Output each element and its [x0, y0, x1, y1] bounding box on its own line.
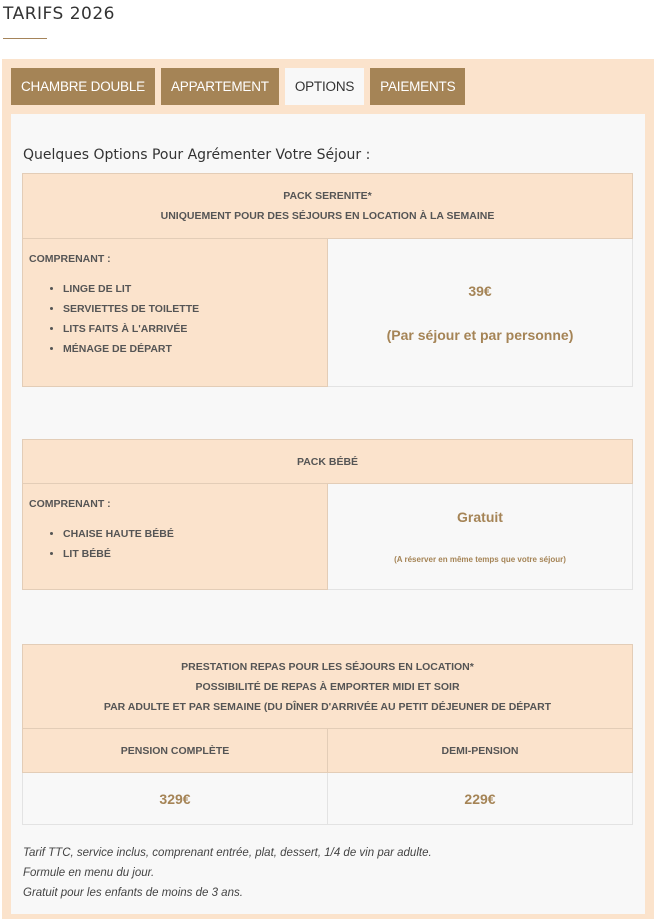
footnotes	[23, 843, 432, 903]
pack-serenite-includes	[23, 239, 328, 387]
pack-serenite-subtitle: UNIQUEMENT POUR DES SÉJOURS EN LOCATION À LA SEMAINE	[160, 210, 495, 222]
list-item: • LINGE DE LIT	[63, 279, 321, 299]
pack-bebe-table	[22, 439, 633, 590]
column-header-demi-pension: DEMI-PENSION	[328, 729, 633, 773]
pack-serenite-header	[23, 174, 633, 239]
repas-header-line: PAR ADULTE ET PAR SEMAINE (DU DÎNER D'ARRIVÉE AU PETIT DÉJEUNER DE DÉPART	[103, 700, 552, 713]
footnote: Formule en menu du jour.	[23, 867, 155, 879]
pack-serenite-price-note: (Par séjour et par personne)	[386, 326, 574, 343]
pack-bebe-price-cell	[328, 484, 633, 590]
pack-serenite-table	[22, 173, 633, 387]
includes-label: COMPRENANT :	[29, 253, 111, 265]
pack-serenite-price-cell	[328, 239, 633, 387]
repas-table	[22, 644, 633, 825]
tab-paiements[interactable]: PAIEMENTS	[370, 68, 465, 105]
pack-bebe-header: PACK BÉBÉ	[23, 440, 633, 484]
pack-serenite-price: 39€	[468, 282, 492, 299]
list-item: • LIT BÉBÉ	[63, 544, 321, 564]
includes-list	[29, 279, 321, 359]
list-item: • LITS FAITS À L'ARRIVÉE	[63, 319, 321, 339]
tab-appartement[interactable]: APPARTEMENT	[161, 68, 279, 105]
footnote: Gratuit pour les enfants de moins de 3 ans.	[23, 887, 243, 899]
repas-header-line: POSSIBILITÉ DE REPAS À EMPORTER MIDI ET SOIR	[195, 680, 460, 693]
repas-header	[23, 645, 633, 729]
pack-bebe-includes	[23, 484, 328, 590]
list-item: • CHAISE HAUTE BÉBÉ	[63, 524, 321, 544]
price-pension-complete: 329€	[23, 773, 328, 825]
column-header-pension-complete: PENSION COMPLÈTE	[23, 729, 328, 773]
tab-bar	[11, 68, 465, 105]
price-demi-pension: 229€	[328, 773, 633, 825]
includes-label: COMPRENANT :	[29, 498, 111, 510]
list-item: • MÉNAGE DE DÉPART	[63, 339, 321, 359]
page-title: TARIFS 2026	[3, 4, 115, 24]
pack-bebe-price-note: (A réserver en même temps que votre séjour)	[394, 555, 566, 564]
pack-bebe-price: Gratuit	[457, 509, 503, 525]
title-underline	[3, 38, 47, 39]
repas-header-line: PRESTATION REPAS POUR LES SÉJOURS EN LOCATION*	[181, 660, 474, 673]
list-item: • SERVIETTES DE TOILETTE	[63, 299, 321, 319]
tab-chambre-double[interactable]: CHAMBRE DOUBLE	[11, 68, 155, 105]
intro-heading: Quelques Options Pour Agrémenter Votre Séjour :	[23, 147, 371, 163]
footnote: Tarif TTC, service inclus, comprenant entrée, plat, dessert, 1/4 de vin par adulte.	[23, 847, 432, 859]
includes-list	[29, 524, 321, 564]
tab-options[interactable]: OPTIONS	[285, 68, 364, 105]
pack-serenite-title: PACK SERENITE*	[283, 190, 372, 202]
